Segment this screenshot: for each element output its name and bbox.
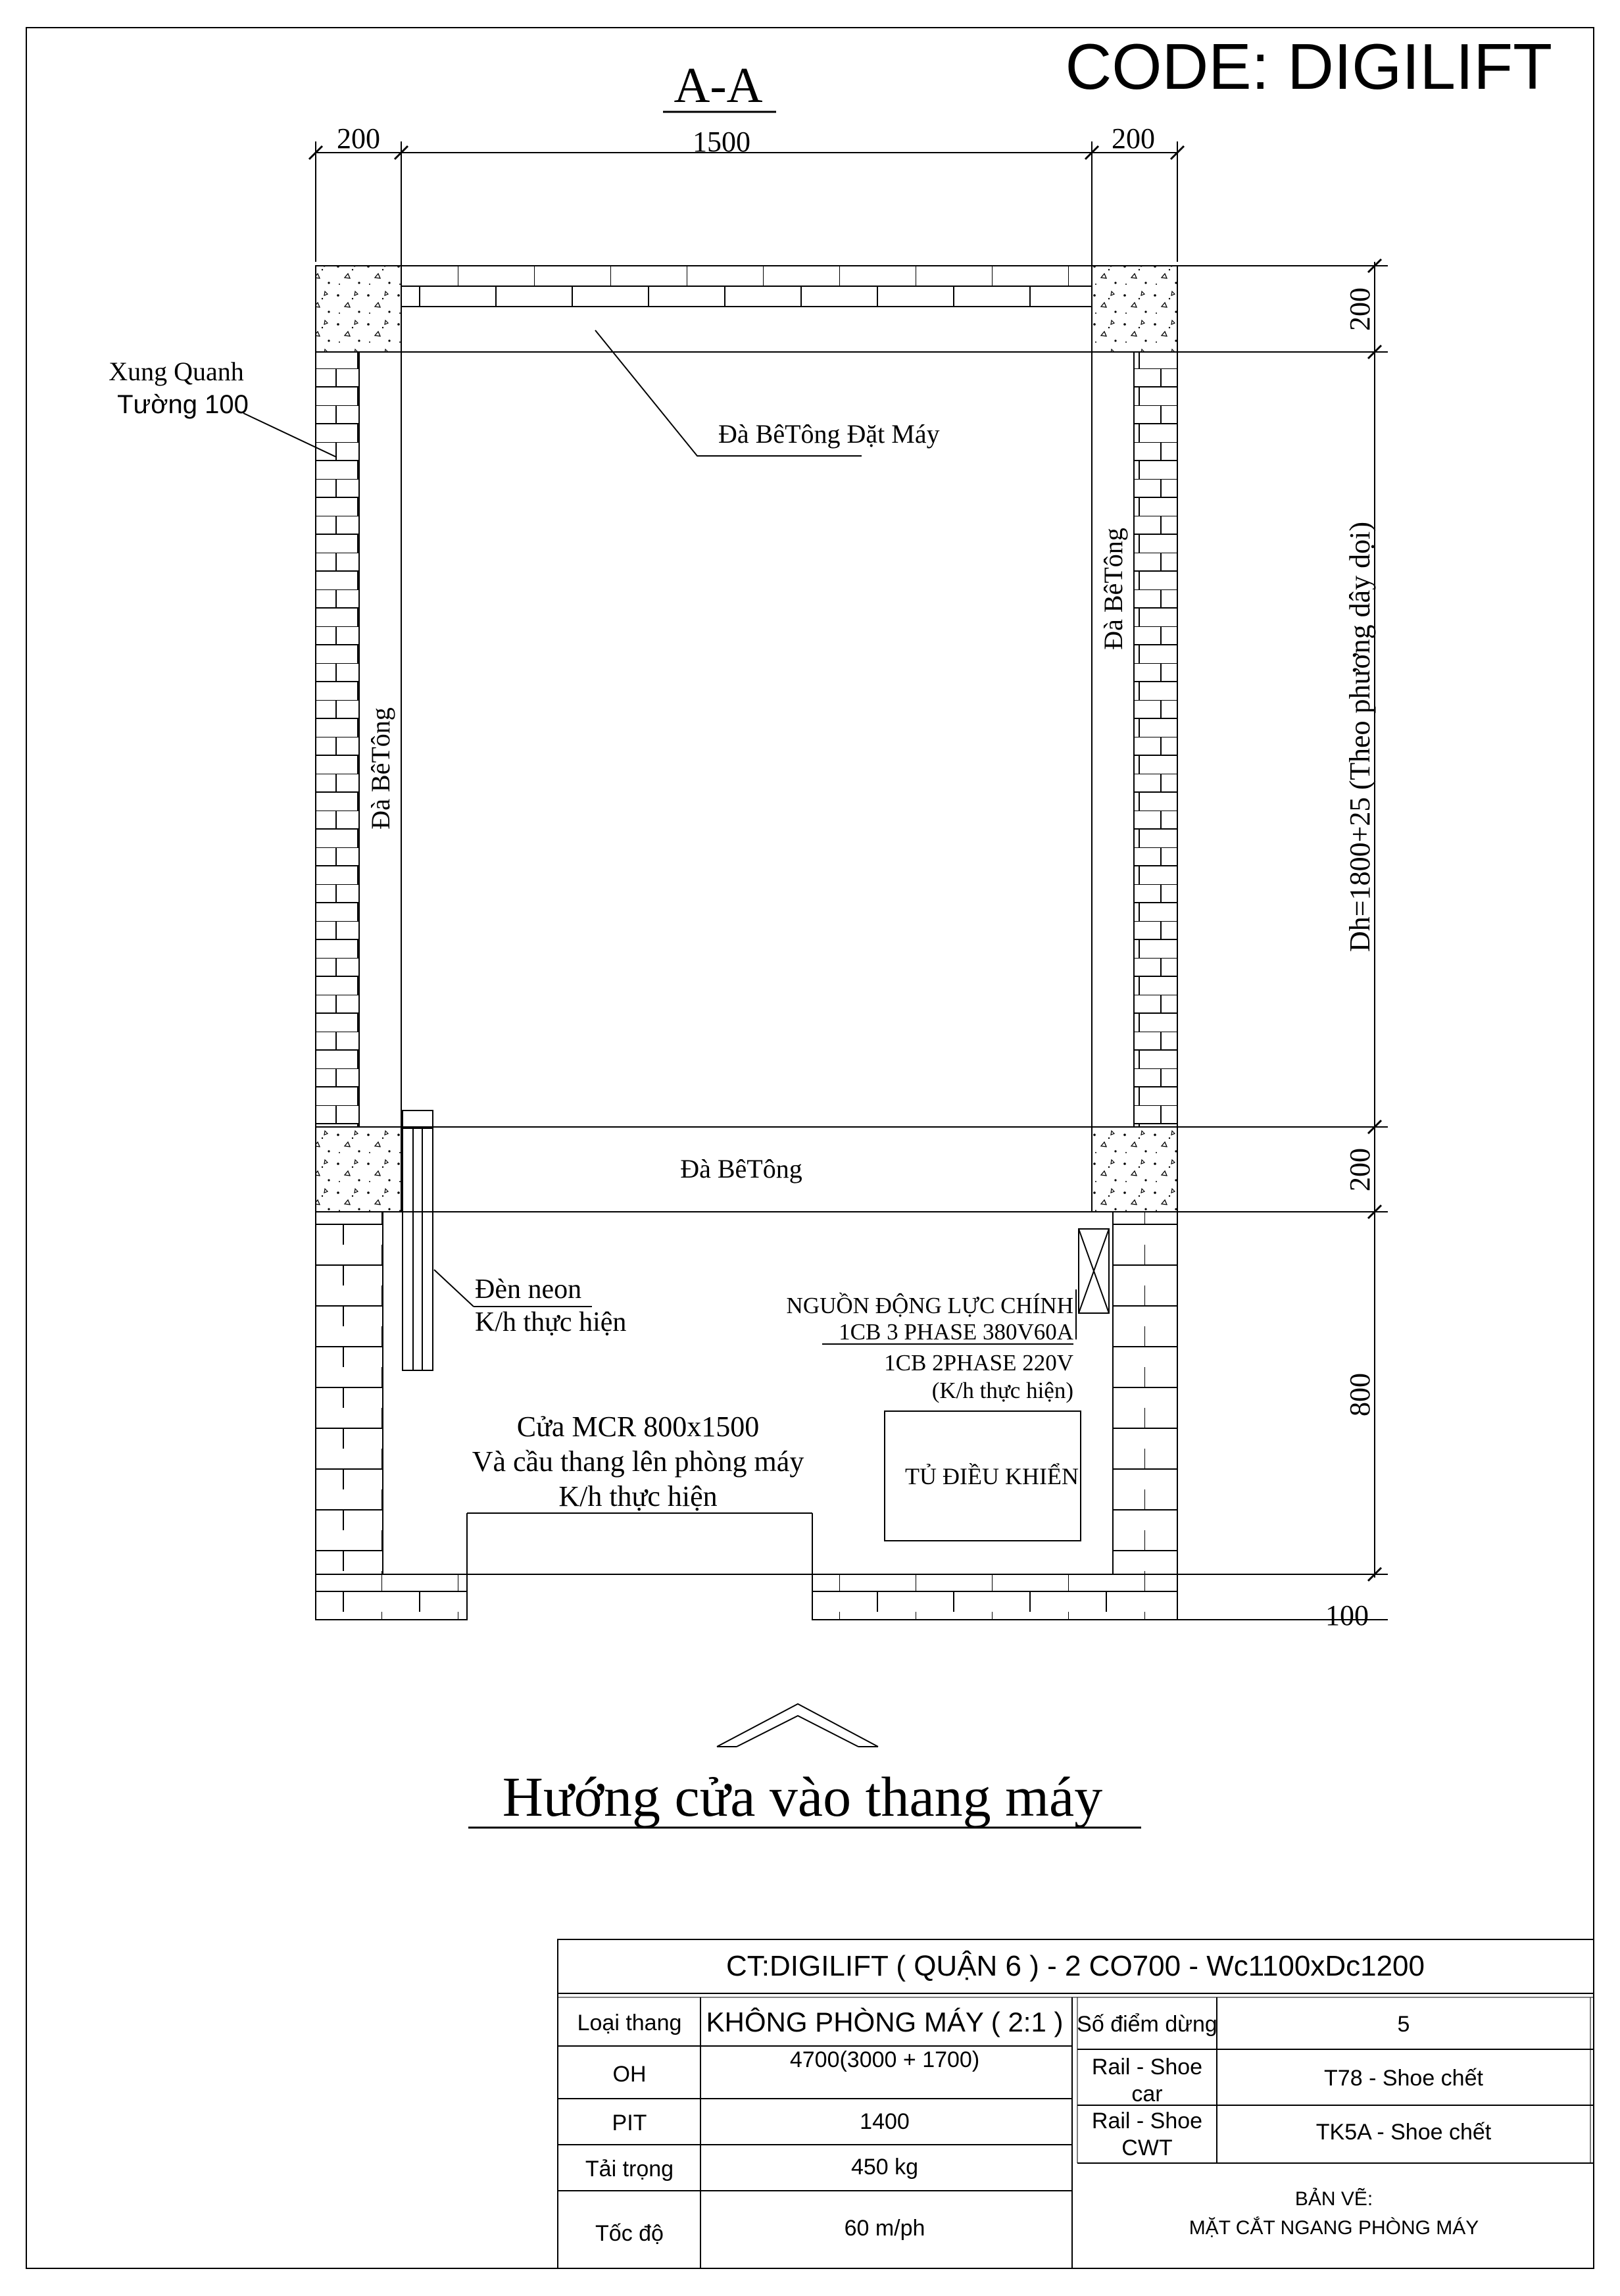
rail-cwt-label-1: Rail - Shoe	[1091, 2109, 1203, 2134]
door-label-line1: Cửa MCR 800x1500	[516, 1410, 760, 1443]
door-label-line2: Và cầu thang lên phòng máy	[472, 1445, 804, 1478]
code-title: CODE: DIGILIFT	[1065, 30, 1552, 103]
beam-middle-label: Đà BêTông	[680, 1154, 802, 1184]
top-dimensions	[309, 141, 1184, 266]
beam-right-label: Đà BêTông	[1098, 528, 1128, 650]
dim-top-right: 200	[1112, 122, 1155, 155]
rail-car-value: T78 - Shoe chết	[1324, 2066, 1483, 2091]
power-label-line1: NGUỒN ĐỘNG LỰC CHÍNH	[786, 1293, 1073, 1318]
neon-label-line2: K/h thực hiện	[475, 1307, 627, 1337]
dim-right-room: 800	[1344, 1373, 1376, 1416]
row-value-load: 450 kg	[850, 2155, 919, 2180]
neon-lamp	[403, 1111, 433, 1370]
dim-right-span: Dh=1800+25 (Theo phương dây dọi)	[1344, 522, 1376, 952]
row-label-type: Loại thang	[577, 2010, 682, 2035]
door-label-line3: K/h thực hiện	[558, 1480, 718, 1512]
mcr-door	[467, 1513, 812, 1620]
concrete-columns	[316, 266, 1177, 1212]
beam-machine-label: Đà BêTông Đặt Máy	[718, 419, 940, 449]
wall-label-line2: Tường 100	[117, 390, 249, 419]
power-label-line4: (K/h thực hiện)	[931, 1378, 1073, 1403]
section-title: A-A	[674, 58, 763, 113]
rail-car-label-2: car	[1131, 2082, 1163, 2107]
drawing-label: BẢN VẼ:	[1294, 2188, 1373, 2210]
dim-right-top: 200	[1344, 287, 1376, 331]
dim-top-mid: 1500	[693, 126, 750, 158]
power-label-line3: 1CB 2PHASE 220V	[884, 1350, 1073, 1376]
stops-value: 5	[1397, 2012, 1410, 2037]
row-value-oh: 4700(3000 + 1700)	[789, 2047, 980, 2072]
power-label-line2: 1CB 3 PHASE 380V60A	[839, 1319, 1073, 1345]
cabinet-label: TỦ ĐIỀU KHIỂN	[905, 1463, 1079, 1489]
row-label-oh: OH	[612, 2062, 647, 2087]
power-box	[1079, 1229, 1109, 1313]
rail-cwt-value: TK5A - Shoe chết	[1315, 2120, 1492, 2145]
row-value-type: KHÔNG PHÒNG MÁY ( 2:1 )	[706, 2007, 1064, 2037]
wall-label-line1: Xung Quanh	[109, 357, 244, 386]
rail-car-label-1: Rail - Shoe	[1091, 2055, 1203, 2080]
neon-leader	[434, 1270, 474, 1307]
sheet-border	[26, 28, 1594, 2268]
direction-arrow-icon	[717, 1704, 878, 1747]
project-title: CT:DIGILIFT ( QUẬN 6 ) - 2 CO700 - Wc1100xDc1200	[725, 1950, 1425, 1982]
row-value-speed: 60 m/ph	[844, 2216, 925, 2241]
row-value-pit: 1400	[860, 2109, 910, 2134]
dim-top-left: 200	[337, 122, 380, 155]
row-label-speed: Tốc độ	[595, 2221, 664, 2246]
dim-right-beam: 200	[1344, 1148, 1376, 1191]
direction-label: Hướng cửa vào thang máy	[502, 1765, 1103, 1828]
row-label-load: Tải trọng	[585, 2157, 674, 2182]
stops-label: Số điểm dừng	[1077, 2012, 1217, 2037]
rail-cwt-label-2: CWT	[1121, 2135, 1173, 2160]
dim-right-bottom: 100	[1325, 1599, 1369, 1632]
beam-left-label: Đà BêTông	[366, 707, 395, 830]
drawing-name: MẶT CẮT NGANG PHÒNG MÁY	[1189, 2217, 1479, 2239]
neon-label-line1: Đèn neon	[475, 1274, 582, 1305]
row-label-pit: PIT	[612, 2110, 647, 2135]
